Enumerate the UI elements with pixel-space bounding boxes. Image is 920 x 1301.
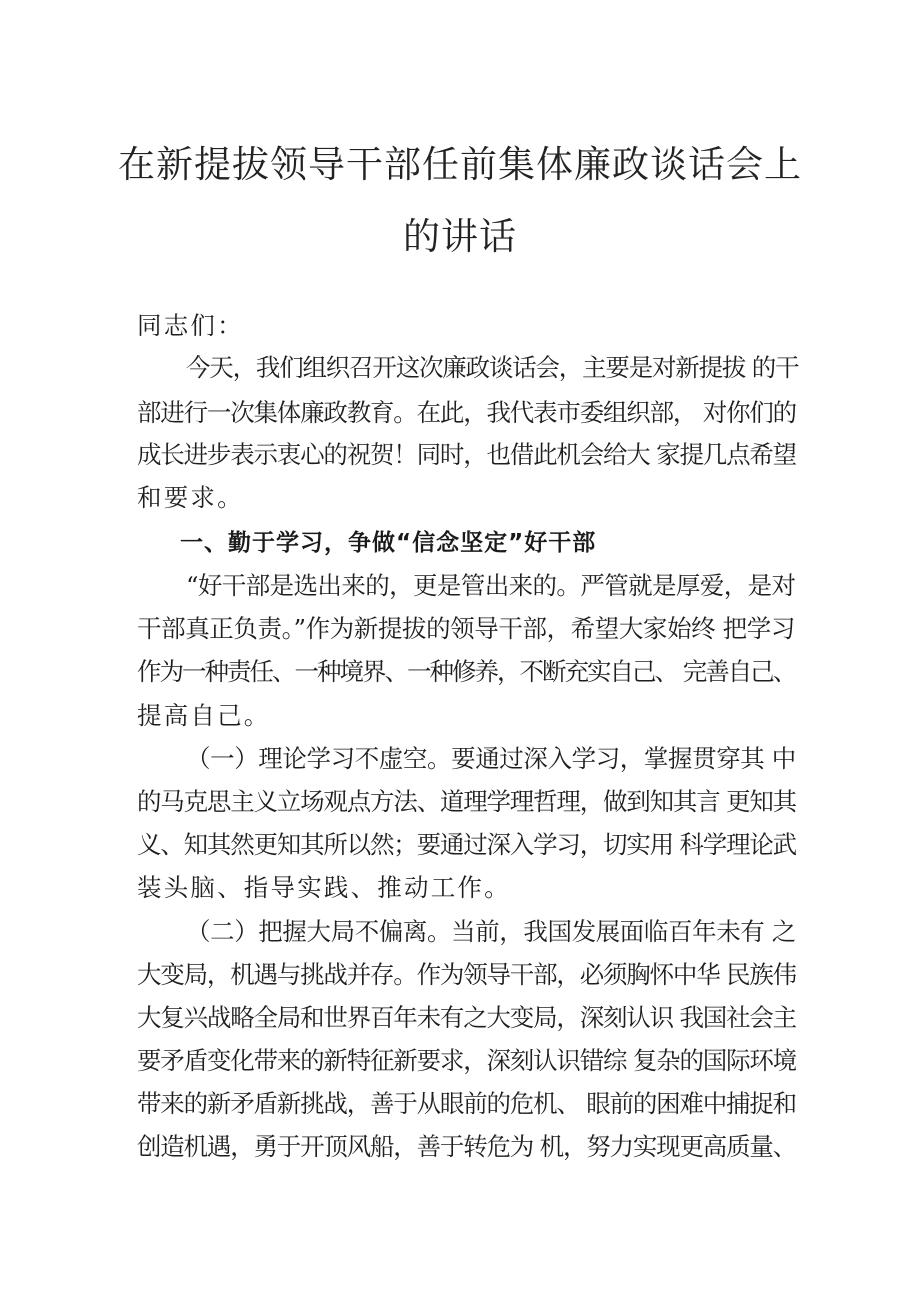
- subsection1-line-2: 的马克思主义立场观点方法、道理学理哲理，做到知其言 更知其: [137, 787, 796, 816]
- subsection1-line-1: （一）理论学习不虚空。要通过深入学习，掌握贯穿其 中: [186, 744, 796, 773]
- section1-line-2: 干部真正负责。”作为新提拔的领导干部，希望大家始终 把学习: [137, 614, 795, 643]
- intro-line-2: 部进行一次集体廉政教育。在此，我代表市委组织部， 对你们的: [137, 398, 796, 427]
- subsection2-line-6: 创造机遇，勇于开顶风船，善于转危为 机，努力实现更高质量、: [137, 1132, 796, 1161]
- salutation: 同志们：: [137, 311, 244, 340]
- section1-line-4: 提高自己。: [137, 701, 271, 730]
- section1-line-3: 作为一种责任、一种境界、一种修养，不断充实自己、 完善自己、: [137, 657, 796, 686]
- subsection2-line-2: 大变局，机遇与挑战并存。作为领导干部，必须胸怀中华 民族伟: [137, 960, 796, 989]
- subsection2-line-4: 要矛盾变化带来的新特征新要求，深刻认识错综 复杂的国际环境: [137, 1046, 796, 1075]
- subsection2-line-3: 大复兴战略全局和世界百年未有之大变局，深刻认识 我国社会主: [137, 1003, 796, 1032]
- subsection1-line-4: 装头脑、指导实践、推动工作。: [137, 873, 511, 902]
- document-title-line-1: 在新提拔领导干部任前集体廉政谈话会上: [118, 143, 802, 186]
- section-heading-1: 一、勤于学习，争做“信念坚定”好干部: [180, 530, 597, 556]
- intro-line-3: 成长进步表示衷心的祝贺！同时，也借此机会给大 家提几点希望: [137, 440, 796, 469]
- subsection2-line-5: 带来的新矛盾新挑战，善于从眼前的危机、 眼前的困难中捕捉和: [137, 1089, 796, 1118]
- subsection2-line-1: （二）把握大局不偏离。当前，我国发展面临百年未有 之: [186, 917, 796, 946]
- document-title-line-2: 的讲话: [403, 215, 517, 258]
- subsection1-line-3: 义、知其然更知其所以然；要通过深入学习，切实用 科学理论武: [137, 830, 796, 859]
- intro-line-1: 今天，我们组织召开这次廉政谈话会，主要是对新提拔 的干: [186, 353, 799, 382]
- section1-line-1: “好干部是选出来的，更是管出来的。严管就是厚爱，是对: [186, 571, 796, 600]
- intro-line-4: 和要求。: [137, 483, 244, 512]
